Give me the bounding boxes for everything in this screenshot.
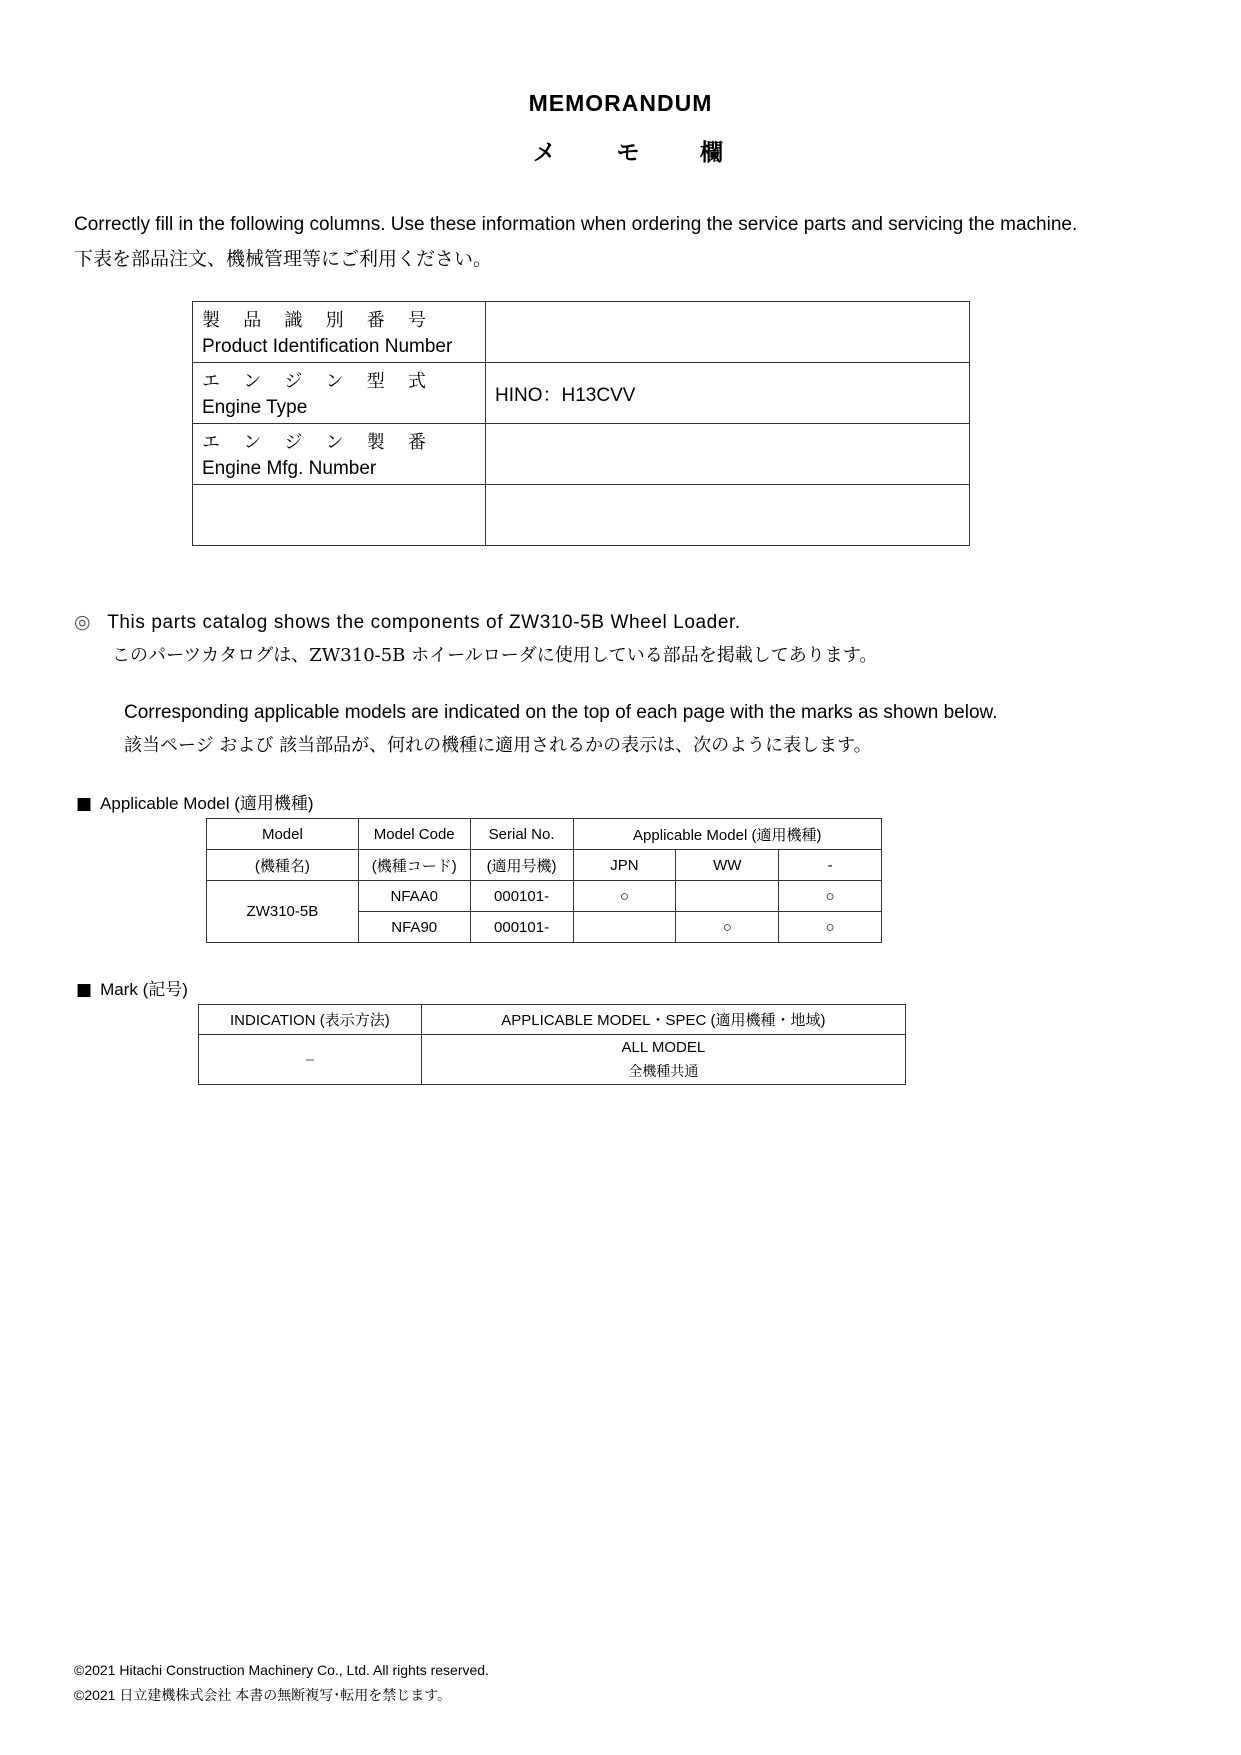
- model-name-cell: ZW310-5B: [207, 881, 359, 943]
- engine-type-value[interactable]: HINO：H13CVV: [486, 363, 970, 424]
- copyright-jp: ©2021 日立建機株式会社 本書の無断複写･転用を禁じます。: [74, 1687, 452, 1703]
- dash-mark-cell: ○: [779, 881, 882, 912]
- id-label-cell-empty: [193, 485, 486, 546]
- applicable-spec-en: ALL MODEL: [621, 1038, 706, 1056]
- header-region-dash: -: [779, 850, 882, 881]
- applicable-model-heading: ■ Applicable Model (適用機種): [76, 794, 314, 814]
- header-serial-jp: (適用号機): [470, 850, 573, 881]
- header-model-jp: (機種名): [207, 850, 359, 881]
- serial-cell: 000101-: [470, 912, 573, 943]
- identification-table: [192, 301, 970, 546]
- id-label-en: Engine Mfg. Number: [202, 458, 377, 479]
- header-applicable-model: Applicable Model (適用機種): [573, 819, 881, 850]
- jpn-mark-cell: [573, 912, 676, 943]
- model-code-cell: NFAA0: [358, 881, 470, 912]
- catalog-note-jp: このパーツカタログは、ZW310-5B ホイールローダに使用している部品を掲載してあります。: [112, 645, 878, 666]
- mark-heading: ■ Mark (記号): [76, 980, 188, 1000]
- ww-mark-cell: ○: [676, 912, 779, 943]
- engine-mfg-number-value[interactable]: [486, 424, 970, 485]
- header-model-code-jp: (機種コード): [358, 850, 470, 881]
- id-label-cell: [193, 363, 486, 424]
- id-label-cell: [193, 424, 486, 485]
- id-label-cell: [193, 302, 486, 363]
- empty-value[interactable]: [486, 485, 970, 546]
- ww-mark-cell: [676, 881, 779, 912]
- table-row: [193, 302, 970, 363]
- product-id-value[interactable]: [486, 302, 970, 363]
- id-label-jp: エ ン ジ ン 製 番: [202, 432, 426, 453]
- table-row: [193, 363, 970, 424]
- table-row: [193, 485, 970, 546]
- page-title-jp: [533, 134, 723, 167]
- square-bullet-icon: ■: [76, 794, 93, 814]
- jpn-mark-cell: ○: [573, 881, 676, 912]
- header-region-jpn: JPN: [573, 850, 676, 881]
- id-label-en: Engine Type: [202, 397, 308, 418]
- table-row: [199, 1035, 906, 1085]
- header-applicable-spec: APPLICABLE MODEL・SPEC (適用機種・地域): [421, 1005, 905, 1035]
- dash-mark-cell: ○: [779, 912, 882, 943]
- header-indication: INDICATION (表示方法): [199, 1005, 422, 1035]
- intro-text-jp: 下表を部品注文、機械管理等にご利用ください。: [74, 248, 493, 270]
- header-model-code: Model Code: [358, 819, 470, 850]
- applicable-spec-cell: [421, 1035, 905, 1085]
- table-row: [193, 424, 970, 485]
- title-jp-char: 欄: [700, 140, 723, 166]
- title-jp-char: モ: [616, 140, 640, 166]
- page-title: MEMORANDUM: [528, 90, 713, 116]
- header-serial: Serial No.: [470, 819, 573, 850]
- table-row: [207, 881, 882, 912]
- table-row: [207, 819, 882, 850]
- double-circle-icon: ◎: [74, 611, 92, 633]
- title-jp-char: メ: [533, 140, 556, 166]
- header-region-ww: WW: [676, 850, 779, 881]
- catalog-note-en: [74, 611, 741, 634]
- corresponding-note-jp: 該当ページ および 該当部品が、何れの機種に適用されるかの表示は、次のように表します。: [124, 735, 872, 756]
- applicable-spec-jp: 全機種共通: [628, 1063, 699, 1080]
- mark-table: [198, 1004, 906, 1085]
- header-model: Model: [207, 819, 359, 850]
- table-row: [207, 850, 882, 881]
- table-row: [199, 1005, 906, 1035]
- id-label-en: Product Identification Number: [202, 336, 453, 357]
- indication-cell: –: [199, 1035, 422, 1085]
- id-label-jp: エ ン ジ ン 型 式: [202, 371, 426, 392]
- corresponding-note-en: Corresponding applicable models are indicated on the top of each page with the marks as shown below.: [124, 702, 998, 723]
- serial-cell: 000101-: [470, 881, 573, 912]
- model-code-cell: NFA90: [358, 912, 470, 943]
- copyright-en: ©2021 Hitachi Construction Machinery Co., Ltd. All rights reserved.: [74, 1662, 489, 1678]
- id-label-jp: 製 品 識 別 番 号: [202, 310, 426, 331]
- square-bullet-icon: ■: [76, 980, 93, 1000]
- catalog-note-text: This parts catalog shows the components of ZW310-5B Wheel Loader.: [107, 612, 741, 633]
- applicable-model-table: [206, 818, 882, 943]
- intro-text-en: Correctly fill in the following columns. Use these information when ordering the service parts and servicing the machine.: [74, 214, 1078, 235]
